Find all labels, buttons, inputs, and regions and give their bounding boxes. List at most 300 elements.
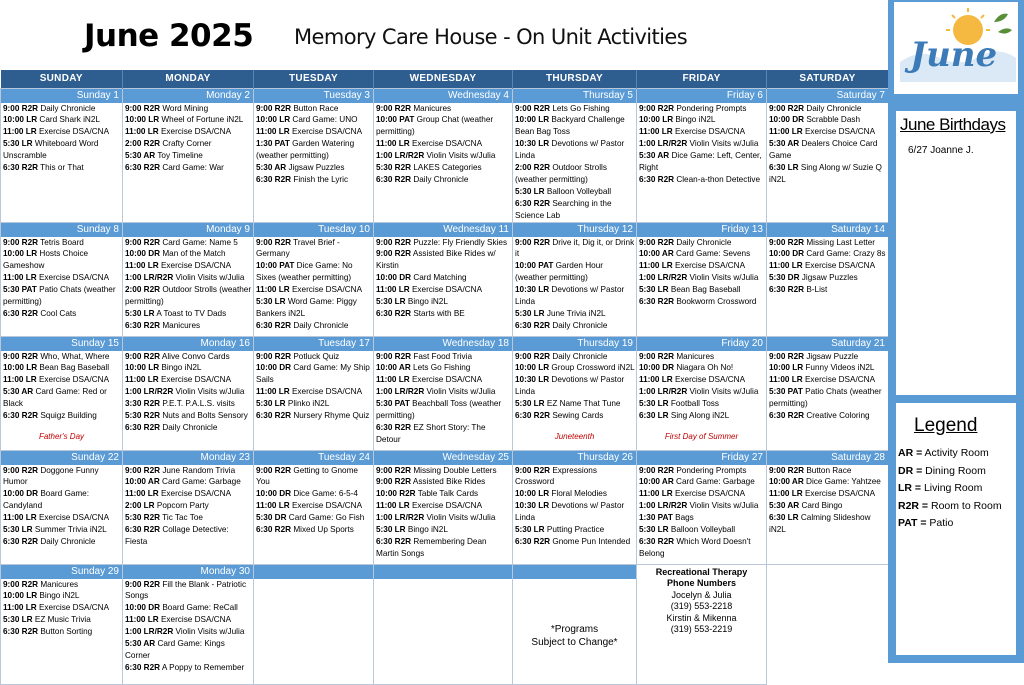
event-item xyxy=(637,512,766,524)
event-item xyxy=(637,524,766,536)
event-item xyxy=(123,320,253,332)
day-cell xyxy=(123,450,254,564)
event-time: 5:30 DR xyxy=(769,273,800,283)
event-time: 1:00 LR/R2R xyxy=(376,387,425,397)
day-number: Thursday 5 xyxy=(513,89,636,103)
event-title: Card Game: Garbage xyxy=(159,477,241,487)
event-item xyxy=(123,626,253,638)
event-title: Card Game: War xyxy=(160,163,224,173)
event-item xyxy=(123,374,253,386)
event-time: 1:30 PAT xyxy=(256,139,290,149)
event-title: Man of the Match xyxy=(160,249,226,259)
event-title: Exercise DSA/CNA xyxy=(409,501,483,511)
event-time: 9:00 R2R xyxy=(3,579,39,589)
day-cell xyxy=(513,222,637,336)
event-time: 9:00 R2R xyxy=(125,465,161,475)
event-item xyxy=(637,398,766,410)
event-title: Button Sorting xyxy=(38,627,93,637)
event-time: 9:00 R2R xyxy=(376,477,412,487)
event-time: 10:00 DR xyxy=(376,273,412,283)
event-item xyxy=(767,362,888,374)
day-cell xyxy=(254,336,374,450)
day-cell xyxy=(637,336,767,450)
event-item xyxy=(513,198,636,222)
legend-item xyxy=(898,445,1002,463)
event-item xyxy=(1,362,122,374)
event-time: 10:00 DR xyxy=(769,249,805,259)
day-number: Friday 6 xyxy=(637,89,766,103)
event-time: 11:00 LR xyxy=(639,375,673,385)
event-item xyxy=(767,284,888,296)
event-time: 5:30 LR xyxy=(639,525,669,535)
event-time: 9:00 R2R xyxy=(639,465,675,475)
event-time: 5:30 R2R xyxy=(125,513,161,523)
event-time: 6:30 R2R xyxy=(256,174,292,184)
event-time: 6:30 R2R xyxy=(639,537,675,546)
event-title: Niagara Oh No! xyxy=(674,363,734,373)
event-title: Bingo iN2L xyxy=(159,363,202,373)
event-item xyxy=(374,362,512,374)
event-title: Violin Visits w/Julia xyxy=(424,151,496,161)
day-cell xyxy=(767,450,889,564)
event-title: Balloon Volleyball xyxy=(544,186,612,196)
day-cell xyxy=(767,88,889,222)
event-item xyxy=(767,138,888,162)
event-title: Exercise DSA/CNA xyxy=(36,375,110,385)
day-number: Sunday 1 xyxy=(1,89,122,103)
event-item xyxy=(637,488,766,500)
event-time: 11:00 LR xyxy=(125,375,159,385)
event-title: Exercise DSA/CNA xyxy=(289,285,363,295)
event-time: 6:30 R2R xyxy=(125,423,161,432)
event-title: Violin Visits w/Julia xyxy=(424,513,496,523)
event-item xyxy=(637,351,766,363)
event-time: 6:30 R2R xyxy=(769,285,805,295)
event-title: Daily Chronicle xyxy=(674,237,732,247)
event-item xyxy=(1,237,122,249)
day-cell xyxy=(374,88,513,222)
event-item xyxy=(123,410,253,422)
event-item xyxy=(513,308,636,320)
event-title: Calming Slideshow iN2L xyxy=(769,513,871,535)
day-number: Saturday 28 xyxy=(767,451,888,465)
event-item xyxy=(513,237,636,261)
event-time: 5:30 R2R xyxy=(376,163,412,173)
event-time: 5:30 AR xyxy=(769,139,800,149)
event-item xyxy=(637,272,766,284)
event-item xyxy=(637,150,766,174)
event-time: 10:30 LR xyxy=(515,501,550,511)
event-time: 11:00 LR xyxy=(3,375,37,385)
event-time: 11:00 LR xyxy=(639,261,673,271)
empty-day-cell xyxy=(374,564,513,684)
event-title: Patio Chats (weather permitting) xyxy=(769,387,882,409)
event-time: 9:00 R2R xyxy=(515,351,551,361)
event-title: EZ Name That Tune xyxy=(544,399,621,409)
event-item xyxy=(513,186,636,198)
event-title: Doggone Funny Humor xyxy=(3,465,99,487)
birthdays-panel xyxy=(896,111,1016,395)
event-item xyxy=(254,162,373,174)
event-time: 10:00 DR xyxy=(256,363,292,373)
event-item xyxy=(374,308,512,320)
legend-item xyxy=(898,463,1002,481)
event-time: 9:00 R2R xyxy=(515,465,551,475)
event-item xyxy=(123,284,253,308)
event-item xyxy=(637,362,766,374)
event-title: Exercise DSA/CNA xyxy=(672,489,746,499)
legend-meaning: Activity Room xyxy=(922,447,989,459)
event-time: 6:30 R2R xyxy=(125,163,161,173)
day-number: Monday 9 xyxy=(123,223,253,237)
day-cell xyxy=(1,336,123,450)
event-title: P.E.T. P.A.L.S. visits xyxy=(160,399,235,409)
event-time: 10:00 AR xyxy=(769,477,804,487)
day-number: Monday 23 xyxy=(123,451,253,465)
event-time: 11:00 LR xyxy=(639,127,673,137)
event-item xyxy=(374,248,512,272)
event-title: Garden Watering (weather permitting) xyxy=(256,139,355,161)
event-time: 6:30 R2R xyxy=(376,537,412,546)
event-title: Violin Visits w/Julia xyxy=(687,501,759,511)
event-title: Card Matching xyxy=(411,273,467,283)
event-item xyxy=(374,138,512,150)
event-time: 1:00 LR/R2R xyxy=(639,387,688,397)
legend-code: AR = xyxy=(898,447,923,459)
event-title: Card Bingo xyxy=(799,501,843,511)
event-title: Daily Chronicle xyxy=(804,103,862,113)
event-time: 10:00 AR xyxy=(125,477,160,487)
event-time: 11:00 LR xyxy=(3,273,37,283)
event-time: 5:30 LR xyxy=(3,139,33,149)
event-item xyxy=(374,296,512,308)
header xyxy=(0,0,888,70)
event-title: Exercise DSA/CNA xyxy=(802,261,876,271)
event-title: Getting to Gnome You xyxy=(256,465,358,487)
event-time: 5:30 R2R xyxy=(125,411,161,421)
event-time: 6:30 R2R xyxy=(639,174,675,184)
event-title: Toy Timeline xyxy=(155,151,203,161)
event-time: 5:30 LR xyxy=(256,399,286,409)
event-item xyxy=(254,296,373,320)
day-cell xyxy=(254,450,374,564)
event-title: Sing Along w/ Suzie Q iN2L xyxy=(769,163,882,184)
event-time: 10:00 DR xyxy=(3,489,39,499)
event-item xyxy=(1,284,122,308)
event-time: 10:00 PAT xyxy=(376,115,415,125)
event-item xyxy=(1,374,122,386)
event-item xyxy=(767,476,888,488)
event-title: Daily Chronicle xyxy=(38,103,96,113)
event-title: Exercise DSA/CNA xyxy=(36,603,110,613)
event-time: 10:00 LR xyxy=(515,489,550,499)
event-item xyxy=(254,465,373,489)
event-title: Garden Hour (weather permitting) xyxy=(515,261,603,283)
event-time: 6:30 R2R xyxy=(256,320,292,330)
event-item xyxy=(374,386,512,398)
event-item xyxy=(637,174,766,186)
event-time: 6:30 R2R xyxy=(125,320,161,330)
event-item xyxy=(123,386,253,398)
event-title: Exercise DSA/CNA xyxy=(672,127,746,137)
event-item xyxy=(767,386,888,410)
legend-item xyxy=(898,480,1002,498)
sun-logo-icon xyxy=(894,2,1018,94)
event-time: 6:30 R2R xyxy=(376,309,412,318)
event-time: 9:00 R2R xyxy=(256,103,292,113)
event-title: Card Game: Go Fish xyxy=(286,513,365,523)
event-item xyxy=(767,500,888,512)
event-title: Group Crossword iN2L xyxy=(549,363,635,373)
event-time: 1:00 LR/R2R xyxy=(639,139,688,149)
event-item xyxy=(767,103,888,115)
event-title: Exercise DSA/CNA xyxy=(672,261,746,271)
event-title: Dealers Choice Card Game xyxy=(769,139,878,161)
event-title: Sing Along iN2L xyxy=(668,411,730,421)
event-time: 11:00 LR xyxy=(256,387,290,397)
event-title: June Trivia iN2L xyxy=(544,309,606,318)
event-title: Patio Chats (weather permitting) xyxy=(3,285,116,307)
event-time: 6:30 R2R xyxy=(376,174,412,184)
event-time: 11:00 LR xyxy=(639,489,673,499)
event-time: 11:00 LR xyxy=(125,615,159,625)
event-time: 9:00 R2R xyxy=(515,103,551,113)
day-cell xyxy=(637,88,767,222)
event-title: Violin Visits w/Julia xyxy=(173,627,245,637)
day-number: Tuesday 3 xyxy=(254,89,373,103)
event-item xyxy=(1,512,122,524)
event-time: 11:00 LR xyxy=(376,501,410,511)
event-title: Who, What, Where xyxy=(38,351,110,361)
event-item xyxy=(374,284,512,296)
event-item xyxy=(767,237,888,249)
event-item xyxy=(637,386,766,398)
event-item xyxy=(374,524,512,536)
event-time: 11:00 LR xyxy=(376,285,410,295)
legend-code: DR = xyxy=(898,464,923,477)
event-item xyxy=(513,362,636,374)
event-item xyxy=(374,174,512,186)
event-time: 6:30 LR xyxy=(769,163,799,173)
event-time: 9:00 R2R xyxy=(769,465,805,475)
week-row xyxy=(1,88,889,222)
event-time: 9:00 R2R xyxy=(639,103,675,113)
event-time: 9:00 R2R xyxy=(376,237,412,247)
day-number: Thursday 26 xyxy=(513,451,636,465)
event-title: Word Mining xyxy=(160,103,209,113)
event-time: 9:00 R2R xyxy=(3,237,39,247)
event-title: Squigz Building xyxy=(38,411,97,421)
phone-number: (319) 553-2219 xyxy=(670,624,733,635)
event-time: 10:00 LR xyxy=(256,115,291,125)
event-time: 5:30 PAT xyxy=(769,387,803,397)
event-time: 10:00 AR xyxy=(376,363,411,373)
event-title: Lets Go Fishing xyxy=(410,363,471,373)
event-time: 10:00 LR xyxy=(3,115,38,125)
event-item xyxy=(637,126,766,138)
event-item xyxy=(254,398,373,410)
event-item xyxy=(123,260,253,272)
event-item xyxy=(123,602,253,614)
event-time: 6:30 LR xyxy=(639,411,669,421)
event-title: LAKES Categories xyxy=(411,163,482,173)
day-number: Sunday 29 xyxy=(1,565,122,579)
event-item xyxy=(123,614,253,626)
event-title: Potluck Quiz xyxy=(291,351,340,361)
day-number: Monday 30 xyxy=(123,565,253,579)
event-item xyxy=(123,114,253,126)
event-time: 9:00 R2R xyxy=(3,103,39,113)
event-time: 1:00 LR/R2R xyxy=(125,273,174,283)
event-title: Assisted Bike Rides xyxy=(411,477,486,487)
event-time: 9:00 R2R xyxy=(256,351,292,361)
event-time: 11:00 LR xyxy=(376,139,410,149)
event-title: Expressions Crossword xyxy=(515,465,597,487)
event-item xyxy=(123,162,253,174)
event-title: Board Game: Candyland xyxy=(3,489,90,511)
event-title: Exercise DSA/CNA xyxy=(802,375,876,385)
event-time: 5:30 LR xyxy=(515,525,545,535)
day-number xyxy=(374,565,512,579)
event-time: 10:00 LR xyxy=(3,591,38,601)
day-number: Wednesday 4 xyxy=(374,89,512,103)
event-title: Crafty Corner xyxy=(160,139,212,149)
event-title: Tic Tac Toe xyxy=(160,513,203,523)
svg-text:June: June xyxy=(910,35,998,75)
event-time: 5:30 PAT xyxy=(376,399,410,409)
event-item xyxy=(513,260,636,284)
event-title: A Toast to TV Dads xyxy=(154,309,227,318)
event-title: Devotions w/ Pastor Linda xyxy=(515,501,625,523)
event-title: Devotions w/ Pastor Linda xyxy=(515,139,625,161)
event-title: Outdoor Strolls (weather permitting) xyxy=(515,163,607,184)
event-item xyxy=(1,386,122,410)
event-time: 9:00 R2R xyxy=(3,465,39,475)
event-item xyxy=(1,524,122,536)
event-item xyxy=(374,272,512,284)
event-title: Pondering Prompts xyxy=(674,465,747,475)
event-item xyxy=(1,590,122,602)
legend-meaning: Patio xyxy=(926,517,954,529)
legend-code: PAT = xyxy=(898,517,927,529)
event-time: 5:30 LR xyxy=(515,309,545,318)
event-time: 6:30 R2R xyxy=(256,411,292,421)
event-title: Card Game: Garbage xyxy=(673,477,755,487)
day-number: Sunday 15 xyxy=(1,337,122,351)
day-number: Sunday 22 xyxy=(1,451,122,465)
event-item xyxy=(637,410,766,422)
event-item xyxy=(513,465,636,489)
event-item xyxy=(513,524,636,536)
day-number: Wednesday 18 xyxy=(374,337,512,351)
event-item xyxy=(374,150,512,162)
phone-title: Recreational Therapy xyxy=(655,566,748,577)
legend-title: Legend xyxy=(914,415,978,436)
event-title: Daily Chronicle xyxy=(411,174,469,184)
event-item xyxy=(123,524,253,548)
event-time: 5:30 LR xyxy=(515,399,545,409)
event-title: B-List xyxy=(804,285,828,295)
day-number xyxy=(254,565,373,579)
event-title: Button Race xyxy=(291,103,339,113)
event-item xyxy=(254,362,373,386)
event-time: 11:00 LR xyxy=(3,513,37,523)
event-item xyxy=(123,500,253,512)
event-title: Bean Bag Baseball xyxy=(668,285,741,295)
event-time: 1:00 LR/R2R xyxy=(125,627,174,637)
event-time: 5:30 LR xyxy=(3,615,33,625)
event-time: 10:00 AR xyxy=(639,477,674,487)
event-time: 11:00 LR xyxy=(769,127,803,137)
event-title: Daily Chronicle xyxy=(291,320,349,330)
event-time: 11:00 LR xyxy=(256,285,290,295)
day-cell xyxy=(374,450,513,564)
event-time: 6:30 R2R xyxy=(515,411,551,421)
event-time: 10:00 LR xyxy=(125,363,160,373)
event-title: Exercise DSA/CNA xyxy=(289,127,363,137)
event-item xyxy=(254,174,373,186)
event-title: Table Talk Cards xyxy=(415,489,479,499)
weekday-header: SATURDAY xyxy=(767,70,889,88)
week-row xyxy=(1,564,889,684)
legend-code: LR = xyxy=(898,482,922,494)
event-time: 6:30 R2R xyxy=(256,525,292,535)
event-time: 11:00 LR xyxy=(256,501,290,511)
event-time: 9:00 R2R xyxy=(376,465,412,475)
event-time: 11:00 LR xyxy=(769,261,803,271)
event-item xyxy=(767,374,888,386)
event-title: Board Game: ReCall xyxy=(160,603,238,613)
event-item xyxy=(374,536,512,560)
event-title: Manicures xyxy=(160,320,201,330)
birthday-entry: 6/27 Joanne J. xyxy=(908,145,974,156)
event-time: 10:30 LR xyxy=(515,285,550,295)
event-title: Exercise DSA/CNA xyxy=(158,615,232,625)
month-title: June 2025 xyxy=(84,18,254,54)
weekday-header: WEDNESDAY xyxy=(374,70,513,88)
event-title: Backyard Challenge Bean Bag Toss xyxy=(515,115,625,137)
event-time: 6:30 R2R xyxy=(125,662,161,672)
event-title: Mixed Up Sports xyxy=(291,525,354,535)
event-time: 5:30 AR xyxy=(256,163,287,173)
event-item xyxy=(767,512,888,536)
event-time: 9:00 R2R xyxy=(256,465,292,475)
event-item xyxy=(767,465,888,477)
event-title: June Random Trivia xyxy=(160,465,236,475)
weekday-header: MONDAY xyxy=(123,70,254,88)
event-item xyxy=(123,150,253,162)
event-item xyxy=(767,248,888,260)
legend-meaning: Dining Room xyxy=(922,464,986,477)
event-time: 9:00 R2R xyxy=(376,249,412,259)
event-time: 11:00 LR xyxy=(256,127,290,137)
event-item xyxy=(513,114,636,138)
event-item xyxy=(123,237,253,249)
event-item xyxy=(254,351,373,363)
empty-day-cell xyxy=(254,564,374,684)
event-time: 10:00 AR xyxy=(639,249,674,259)
event-item xyxy=(513,500,636,524)
event-time: 11:00 LR xyxy=(769,489,803,499)
event-item xyxy=(637,465,766,477)
event-time: 6:30 R2R xyxy=(639,297,675,307)
event-item xyxy=(513,103,636,115)
event-item xyxy=(513,320,636,332)
event-item xyxy=(123,126,253,138)
event-item xyxy=(123,422,253,434)
event-title: Collage Detective: Fiesta xyxy=(125,525,229,546)
day-number: Monday 16 xyxy=(123,337,253,351)
